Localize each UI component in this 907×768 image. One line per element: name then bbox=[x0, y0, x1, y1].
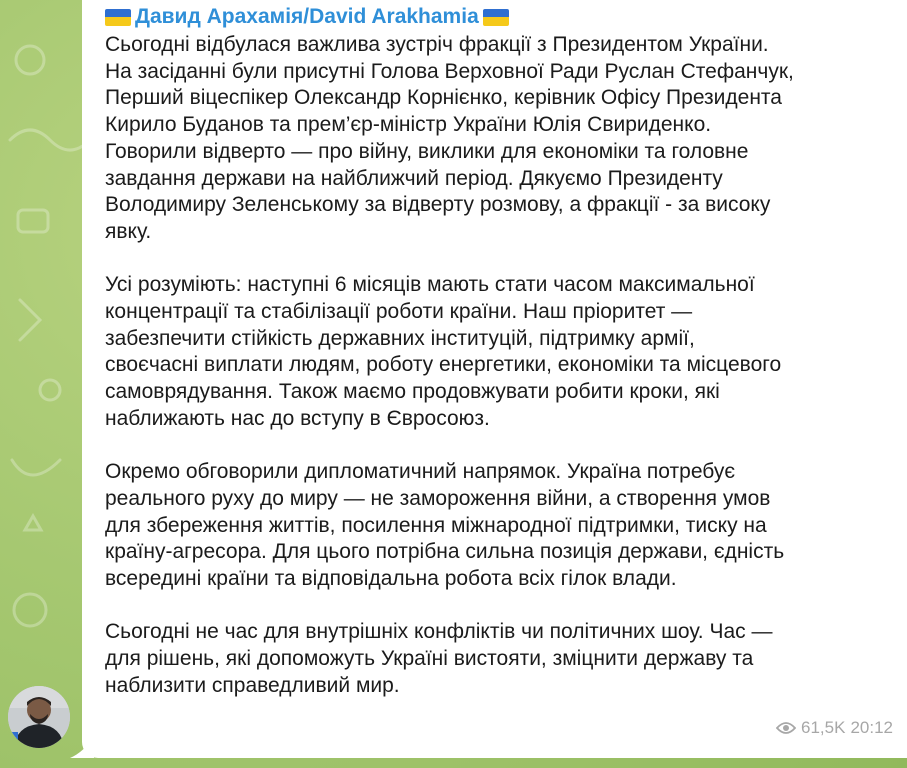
wallpaper-doodle-icon bbox=[0, 0, 82, 768]
message-time: 20:12 bbox=[850, 718, 893, 737]
avatar-photo bbox=[8, 686, 70, 748]
message-text bbox=[105, 32, 900, 700]
view-count: 61,5K bbox=[801, 718, 846, 737]
eye-icon bbox=[776, 721, 796, 735]
message-paragraph: Усі розуміють: наступні 6 місяців мають стати часом максимальної концентрації та стабілізації роботи країни. Наш пріоритет — забезпечити стійкість державних інституцій, підтримку армії, своєчасні виплати людям, роботу енергетики, економіки та місцевого самоврядування. Також маємо продовжувати робити кроки, які наближають нас до вступу в Євросоюз. bbox=[105, 273, 782, 430]
author-name-text[interactable]: Давид Арахамія/David Arakhamia bbox=[135, 5, 479, 28]
message-paragraph: Сьогодні відбулася важлива зустріч фракції з Президентом України. На засіданні були присутні Голова Верховної Ради Руслан Стефанчук, Перший віцеспікер Олександр Корнієнко, керівник Офісу Президента Кирило Буданов та прем’єр-міністр України Юлія Свириденко. Говорили відверто — про війну, виклики для економіки та головне завдання держави на найближчий період. Дякуємо Президенту Володимиру Зеленському за відверту розмову, а фракції - за високу явку. bbox=[105, 33, 794, 243]
ukraine-flag-icon bbox=[105, 9, 131, 26]
message-meta bbox=[776, 716, 893, 740]
message-paragraph: Сьогодні не час для внутрішніх конфліктів чи політичних шоу. Час — для рішень, які допоможуть Україні вистояти, зміцнити державу та наблизити справедливий мир. bbox=[105, 620, 773, 697]
message-paragraph: Окремо обговорили дипломатичний напрямок. Україна потребує реального руху до миру — не замороження війни, а створення умов для збереження життів, посилення міжнародної підтримки, тиску на країну-агресора. Для цього потрібна сильна позиція держави, єдність всередині країни та відповідальна робота всіх гілок влади. bbox=[105, 460, 785, 591]
avatar[interactable] bbox=[8, 686, 70, 748]
message-bubble-tail bbox=[70, 736, 94, 758]
ukraine-flag-icon bbox=[483, 9, 509, 26]
author-name[interactable] bbox=[105, 4, 509, 30]
